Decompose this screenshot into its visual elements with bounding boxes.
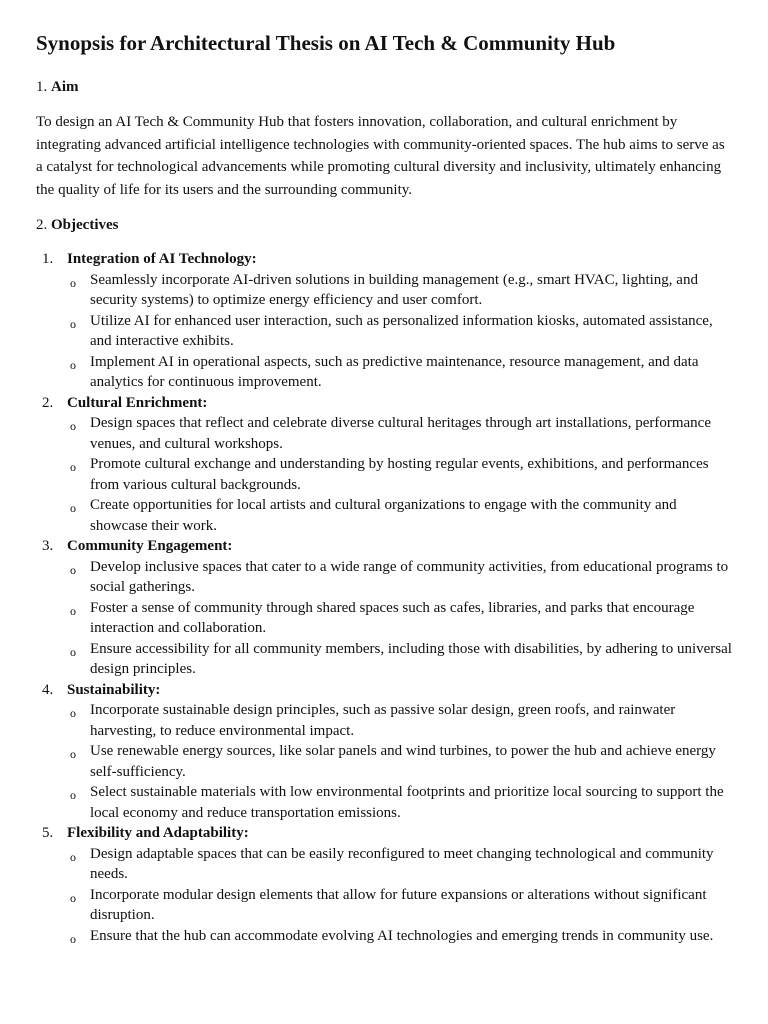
objective-points [67,700,732,823]
circle-bullet-icon: o [70,931,76,946]
objective-point [67,885,732,926]
objective-point-text: Design adaptable spaces that can be easily reconfigured to meet changing technological and community needs. [90,845,714,882]
objective-number: 4. [42,681,54,698]
objective-point [67,413,732,454]
section-label: Objectives [51,217,119,233]
objective-title: Flexibility and Adaptability: [67,825,249,841]
circle-bullet-icon: o [70,788,76,802]
objective-point-text: Use renewable energy sources, like solar panels and wind turbines, to power the hub and achieve energy self-sufficiency. [90,743,716,780]
objective-point-text: Ensure accessibility for all community members, including those with disabilities, by adhering to universal design principles. [90,640,732,677]
aim-paragraph: To design an AI Tech & Community Hub that fosters innovation, collaboration, and cultural enrichment by integrating advanced artificial intelligence technologies with community-oriented spaces. The hub aims to serve as a catalyst for technological advancements while promoting cultural diversity and inclusivity, ultimately enhancing the quality of life for its users and the surrounding community. [36,114,725,198]
circle-bullet-icon: o [70,562,76,577]
objective-point [67,782,732,823]
circle-bullet-icon: o [70,357,76,372]
circle-bullet-icon: o [70,275,76,290]
objective-item [36,536,732,680]
objective-number: 2. [42,394,54,411]
objective-points [67,270,732,393]
objective-number: 5. [42,825,54,841]
section-heading-aim [36,77,732,97]
objective-point-text: Promote cultural exchange and understanding by hosting regular events, exhibitions, and performances from various cultural backgrounds. [90,456,709,493]
objective-point-text: Utilize AI for enhanced user interaction, such as personalized information kiosks, automated assistance, and interactive exhibits. [90,312,713,349]
objective-point-text: Incorporate sustainable design principles, such as passive solar design, green roofs, and rainwater harvesting, to reduce environmental impact. [90,702,676,739]
section-number: 2. [36,217,48,233]
objective-point [67,311,732,352]
objective-item [36,680,732,824]
objective-points [67,413,732,536]
objective-point [67,454,732,495]
objective-point [67,844,732,885]
circle-bullet-icon: o [70,419,76,433]
objective-title: Sustainability: [67,681,161,698]
circle-bullet-icon: o [70,501,76,515]
objective-point-text: Foster a sense of community through shared spaces such as cafes, libraries, and parks that encourage interaction and collaboration. [90,599,695,636]
objective-point [67,639,732,680]
objective-point-text: Develop inclusive spaces that cater to a wide range of community activities, from educational programs to social gatherings. [90,558,729,595]
circle-bullet-icon: o [70,849,76,864]
objective-point-text: Create opportunities for local artists and cultural organizations to engage with the community and showcase their work. [90,497,677,534]
objective-point [67,598,732,639]
section-number: 1. [36,79,48,95]
objective-point-text: Incorporate modular design elements that allow for future expansions or alterations without significant disruption. [90,886,707,923]
circle-bullet-icon: o [70,706,76,720]
circle-bullet-icon: o [70,644,76,659]
objective-item [36,249,732,393]
objective-point-text: Seamlessly incorporate AI-driven solutions in building management (e.g., smart HVAC, lighting, and security systems) to optimize energy efficiency and user comfort. [90,271,698,308]
objectives-list [36,249,732,946]
objective-point [67,700,732,741]
objective-item [36,393,732,537]
objective-point [67,352,732,393]
objective-point-text: Implement AI in operational aspects, such as predictive maintenance, resource management, and data analytics for continuous improvement. [90,353,699,390]
circle-bullet-icon: o [70,460,76,474]
objective-points [67,557,732,680]
section-heading-objectives [36,215,732,235]
objective-title: Cultural Enrichment: [67,394,208,411]
objective-item [36,823,732,946]
objective-title: Community Engagement: [67,538,233,554]
section-label: Aim [51,79,79,95]
objective-point [67,270,732,311]
objective-point [67,495,732,536]
objective-title: Integration of AI Technology: [67,251,257,267]
circle-bullet-icon: o [70,747,76,761]
objective-point-text: Ensure that the hub can accommodate evolving AI technologies and emerging trends in community use. [90,927,714,944]
circle-bullet-icon: o [70,603,76,618]
document-title: Synopsis for Architectural Thesis on AI Tech & Community Hub [36,31,616,55]
objective-points [67,844,732,947]
objective-point-text: Design spaces that reflect and celebrate diverse cultural heritages through art installations, performance venues, and cultural workshops. [90,415,711,452]
circle-bullet-icon: o [70,890,76,905]
objective-point-text: Select sustainable materials with low environmental footprints and prioritize local sourcing to support the local economy and reduce transportation emissions. [90,784,724,821]
objective-point [67,557,732,598]
objective-number: 1. [42,251,54,267]
circle-bullet-icon: o [70,316,76,331]
objective-number: 3. [42,538,54,554]
objective-point [67,741,732,782]
objective-point [67,926,732,947]
